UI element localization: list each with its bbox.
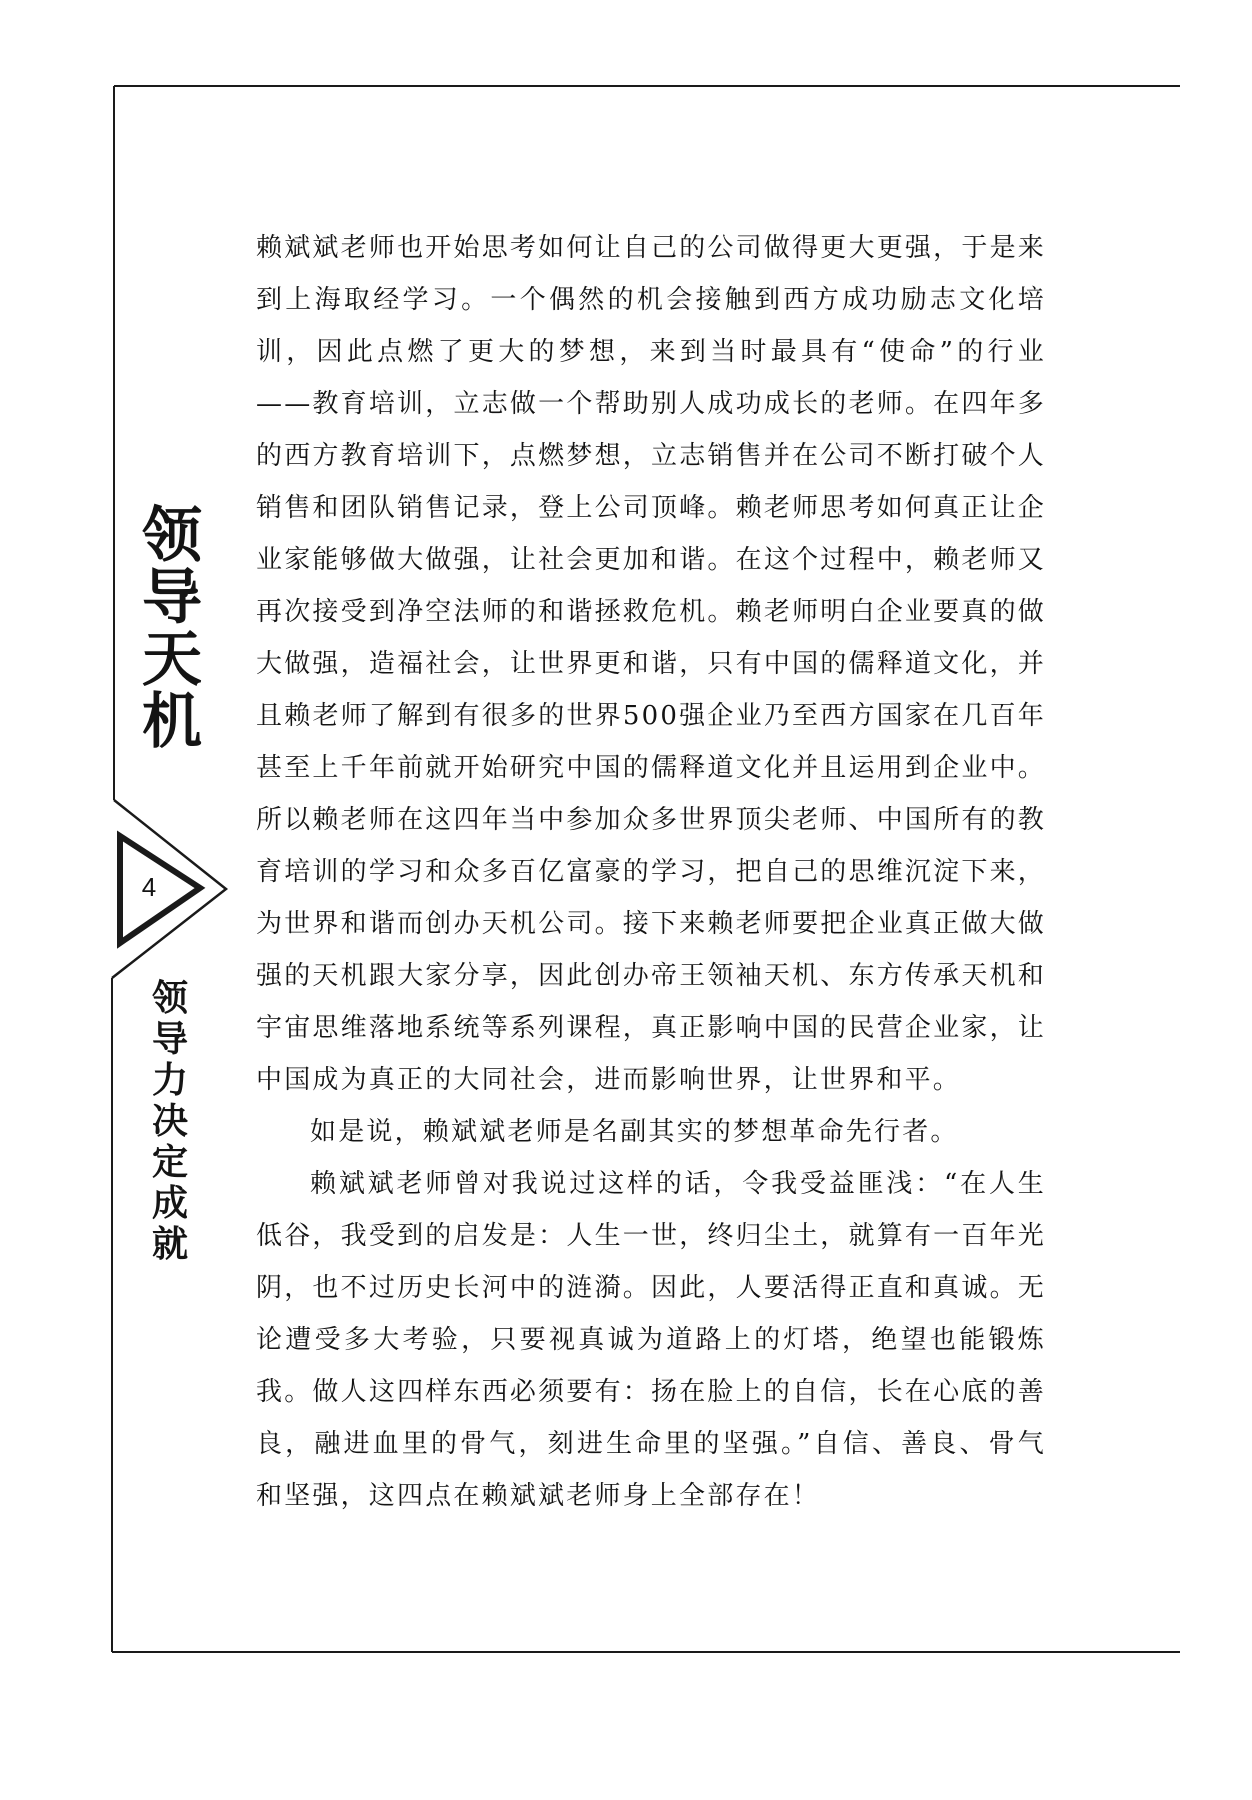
paragraph: 如是说，赖斌斌老师是名副其实的梦想革命先行者。 xyxy=(310,1117,959,1147)
chapter-subtitle: 领导力决定成就 xyxy=(151,977,188,1265)
paragraph: 赖斌斌老师也开始思考如何让自己的公司做得更大更强，于是来到上海取经学习。一个偶然的机会接触到西方成功励志文化培训，因此点燃了更大的梦想，来到当时最具有“使命”的行业——教育培训，立志做一个帮助别人成功成长的老师。在四年多的西方教育培训下，点燃梦想，立志销售并在公司不断打破个人销售和团队销售记录，登上公司顶峰。赖老师思考如何真正让企业家能够做大做强，让社会更加和谐。在这个过程中，赖老师又再次接受到净空法师的和谐拯救危机。赖老师明白企业要真的做大做强，造福社会，让世界更和谐，只有中国的儒释道文化，并且赖老师了解到有很多的世界500强企业乃至西方国家在几百年甚至上千年前就开始研究中国的儒释道文化并且运用到企业中。所以赖老师在这四年当中参加众多世界顶尖老师、中国所有的教育培训的学习和众多百亿富豪的学习，把自己的思维沉淀下来，为世界和谐而创办天机公司。接下来赖老师要把企业真正做大做强的天机跟大家分享，因此创办帝王领袖天机、东方传承天机和宇宙思维落地系统等系列课程，真正影响中国的民营企业家，让中国成为真正的大同社会，进而影响世界，让世界和平。 xyxy=(256,233,1046,1095)
tab-outer-arrow xyxy=(112,800,226,978)
paragraph: 赖斌斌老师曾对我说过这样的话，令我受益匪浅：“在人生低谷，我受到的启发是：人生一世，终归尘土，就算有一百年光阴，也不过历史长河中的涟漪。因此，人要活得正直和真诚。无论遭受多大考验，只要视真诚为道路上的灯塔，绝望也能锻炼我。做人这四样东西必须要有：扬在脸上的自信，长在心底的善良，融进血里的骨气，刻进生命里的坚强。”自信、善良、骨气和坚强，这四点在赖斌斌老师身上全部存在！ xyxy=(256,1169,1046,1511)
page-number: 4 xyxy=(141,872,157,902)
book-title: 领导天机 xyxy=(142,501,202,757)
body-text xyxy=(256,222,1046,1522)
